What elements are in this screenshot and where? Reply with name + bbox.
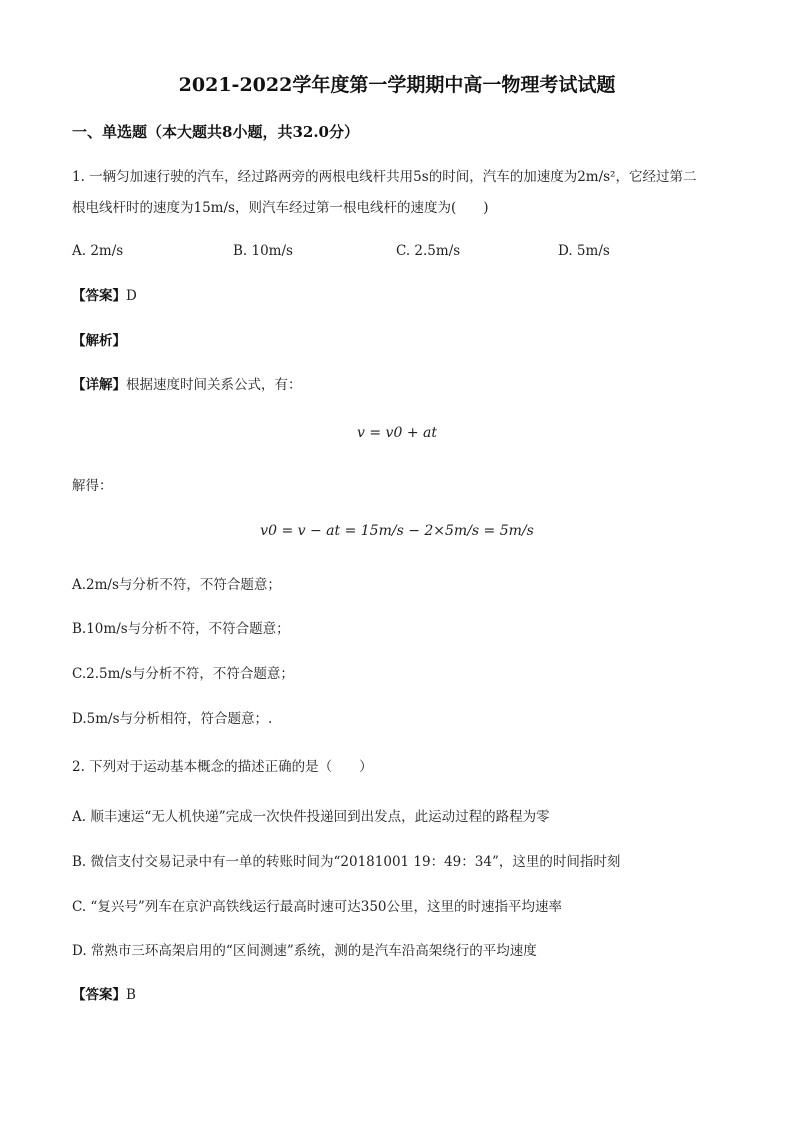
q1-solve-label: 解得： xyxy=(72,478,113,494)
q1-analysis-row xyxy=(72,331,126,351)
q2-answer-tag: 【答案】 xyxy=(72,987,126,1003)
q1-explanation-b: B.10m/s与分析不符，不符合题意； xyxy=(72,621,290,637)
q1-explanation-a: A.2m/s与分析不符，不符合题意； xyxy=(72,577,281,593)
q2-stem: 2. 下列对于运动基本概念的描述正确的是（ ） xyxy=(72,759,373,775)
q1-detail-text: 根据速度时间关系公式，有： xyxy=(126,377,302,393)
q2-option-d: D. 常熟市三环高架启用的“区间测速”系统，测的是汽车沿高架绕行的平均速度 xyxy=(72,943,537,959)
q2-option-c: C. “复兴号”列车在京沪高铁线运行最高时速可达350公里，这里的时速指平均速率 xyxy=(72,899,563,915)
q1-explanation-c: C.2.5m/s与分析不符，不符合题意； xyxy=(72,666,294,682)
q1-option-a: A. 2m/s xyxy=(72,243,124,259)
q2-option-b: B. 微信支付交易记录中有一单的转账时间为“20181001 19：49：34”，这里的时间指时刻 xyxy=(72,854,621,870)
q2-answer-row xyxy=(72,985,136,1005)
q1-stem-line1: 1. 一辆匀加速行驶的汽车，经过路两旁的两根电线杆共用5s的时间，汽车的加速度为2m/s²，它经过第二 xyxy=(72,169,697,185)
q2-option-a: A. 顺丰速运“无人机快递”完成一次快件投递回到出发点，此运动过程的路程为零 xyxy=(72,809,550,825)
q1-detail-row xyxy=(72,375,302,395)
q2-answer-value: B xyxy=(126,987,136,1003)
q1-option-c: C. 2.5m/s xyxy=(396,243,461,259)
page-title: 2021-2022学年度第一学期期中高一物理考试试题 xyxy=(178,74,616,96)
q1-stem-line2: 根电线杆时的速度为15m/s，则汽车经过第一根电线杆的速度为( ) xyxy=(72,200,489,216)
q1-answer-value: D xyxy=(126,288,137,304)
q1-option-d: D. 5m/s xyxy=(558,243,610,259)
q1-explanation-d: D.5m/s与分析相符，符合题意；. xyxy=(72,711,273,727)
q1-answer-row xyxy=(72,286,137,306)
q1-analysis-tag: 【解析】 xyxy=(72,333,126,349)
section-heading: 一、单选题（本大题共8小题，共32.0分） xyxy=(72,123,359,141)
q1-option-b: B. 10m/s xyxy=(233,243,293,259)
q1-formula2: v0 = v − at = 15m/s − 2×5m/s = 5m/s xyxy=(260,523,534,539)
q1-answer-tag: 【答案】 xyxy=(72,288,126,304)
q1-detail-tag: 【详解】 xyxy=(72,377,126,393)
q1-formula1: v = v0 + at xyxy=(357,425,437,441)
